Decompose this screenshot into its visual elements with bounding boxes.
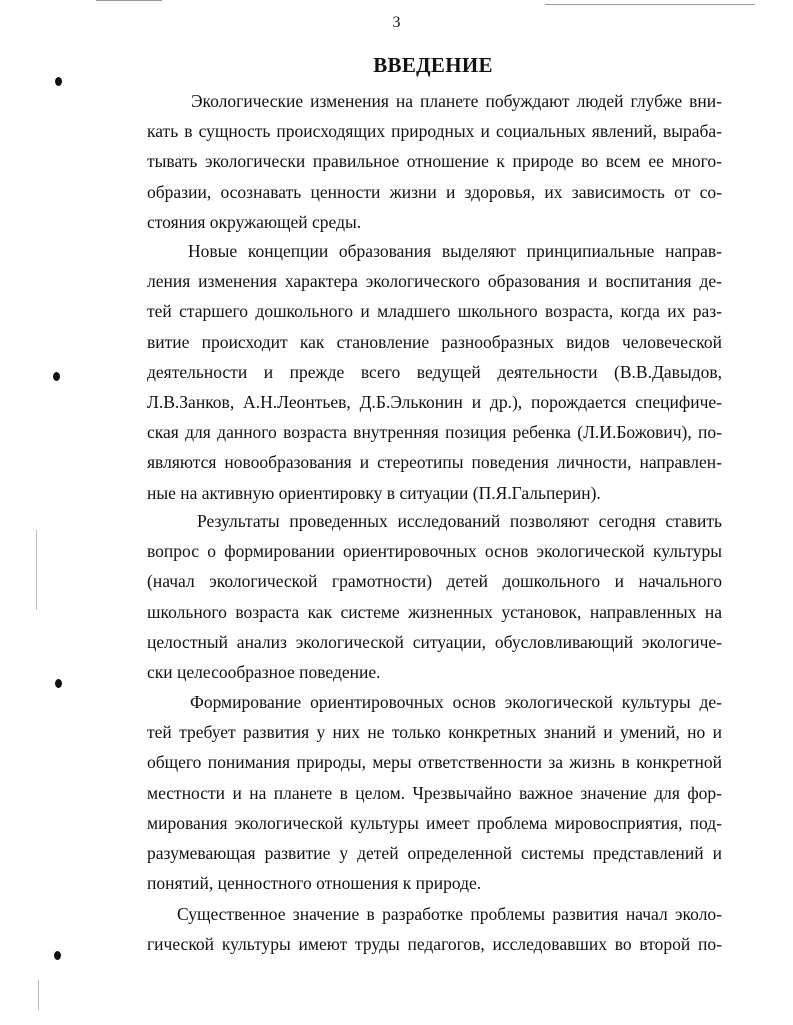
text-line: Л.В.Занков, А.Н.Леонтьев, Д.Б.Эльконин и др.), порождается специфиче- bbox=[147, 391, 722, 412]
page-number: 3 bbox=[392, 14, 401, 31]
text-line: тей требует развития у них не только конкретных знаний и умений, но и bbox=[147, 722, 722, 743]
text-line: образии, осознавать ценности жизни и здоровья, их зависимость от со- bbox=[147, 181, 722, 202]
text-line: (начал экологической грамотности) детей дошкольного и начального bbox=[147, 571, 722, 592]
paragraph-4 bbox=[147, 687, 722, 898]
text-line: местности и на планете в целом. Чрезвычайно важное значение для фор- bbox=[147, 782, 722, 803]
text-line: Новые концепции образования выделяют принципиальные направ- bbox=[188, 241, 722, 261]
text-line: являются новообразования и стереотипы поведения личности, направлен- bbox=[147, 452, 722, 473]
binder-mark bbox=[55, 77, 62, 86]
binder-mark bbox=[54, 951, 61, 960]
binder-mark bbox=[55, 679, 62, 688]
scan-line bbox=[545, 4, 755, 5]
paragraph-1 bbox=[147, 86, 722, 237]
text-line: гической культуры имеют труды педагогов, исследовавших во второй по- bbox=[147, 934, 722, 955]
text-line: ская для данного возраста внутренняя позиция ребенка (Л.И.Божович), по- bbox=[147, 422, 722, 443]
paragraph-2 bbox=[147, 236, 722, 508]
paragraph-5 bbox=[147, 899, 722, 959]
edge-mark bbox=[38, 980, 39, 1010]
text-line: понятий, ценностного отношения к природе. bbox=[147, 873, 482, 894]
text-line: общего понимания природы, меры ответственности за жизнь в конкретной bbox=[147, 752, 722, 773]
text-line: целостный анализ экологической ситуации, обусловливающий экологиче- bbox=[147, 631, 722, 652]
text-line: тей старшего дошкольного и младшего школьного возраста, когда их раз- bbox=[147, 301, 722, 322]
text-line: Существенное значение в разработке проблемы развития начал эколо- bbox=[177, 904, 722, 924]
text-line: ные на активную ориентировку в ситуации (П.Я.Гальперин). bbox=[147, 482, 601, 503]
text-line: Формирование ориентировочных основ экологической культуры де- bbox=[190, 692, 722, 712]
binder-mark bbox=[53, 372, 60, 381]
page-title: ВВЕДЕНИЕ bbox=[373, 53, 493, 77]
text-line: Экологические изменения на планете побуждают людей глубже вни- bbox=[191, 91, 722, 111]
text-line: Результаты проведенных исследований позволяют сегодня ставить bbox=[197, 511, 722, 531]
text-line: кать в сущность происходящих природных и социальных явлений, выраба- bbox=[147, 121, 722, 142]
text-line: ски целесообразное поведение. bbox=[147, 661, 381, 682]
text-line: школьного возраста как системе жизненных установок, направленных на bbox=[147, 601, 722, 622]
text-line: стояния окружающей среды. bbox=[147, 211, 362, 232]
text-line: деятельности и прежде всего ведущей деятельности (В.В.Давыдов, bbox=[147, 361, 722, 382]
paragraph-3 bbox=[147, 506, 722, 687]
scan-line bbox=[96, 0, 162, 1]
text-line: вопрос о формировании ориентировочных основ экологической культуры bbox=[147, 541, 722, 562]
text-line: мирования экологической культуры имеет проблема мировосприятия, под- bbox=[147, 812, 722, 833]
text-line: витие происходит как становление разнообразных видов человеческой bbox=[147, 331, 722, 352]
text-line: разумевающая развитие у детей определенной системы представлений и bbox=[147, 842, 722, 863]
edge-mark bbox=[36, 530, 37, 610]
text-line: ления изменения характера экологического образования и воспитания де- bbox=[147, 271, 722, 292]
text-line: тывать экологически правильное отношение к природе во всем ее много- bbox=[147, 151, 722, 172]
